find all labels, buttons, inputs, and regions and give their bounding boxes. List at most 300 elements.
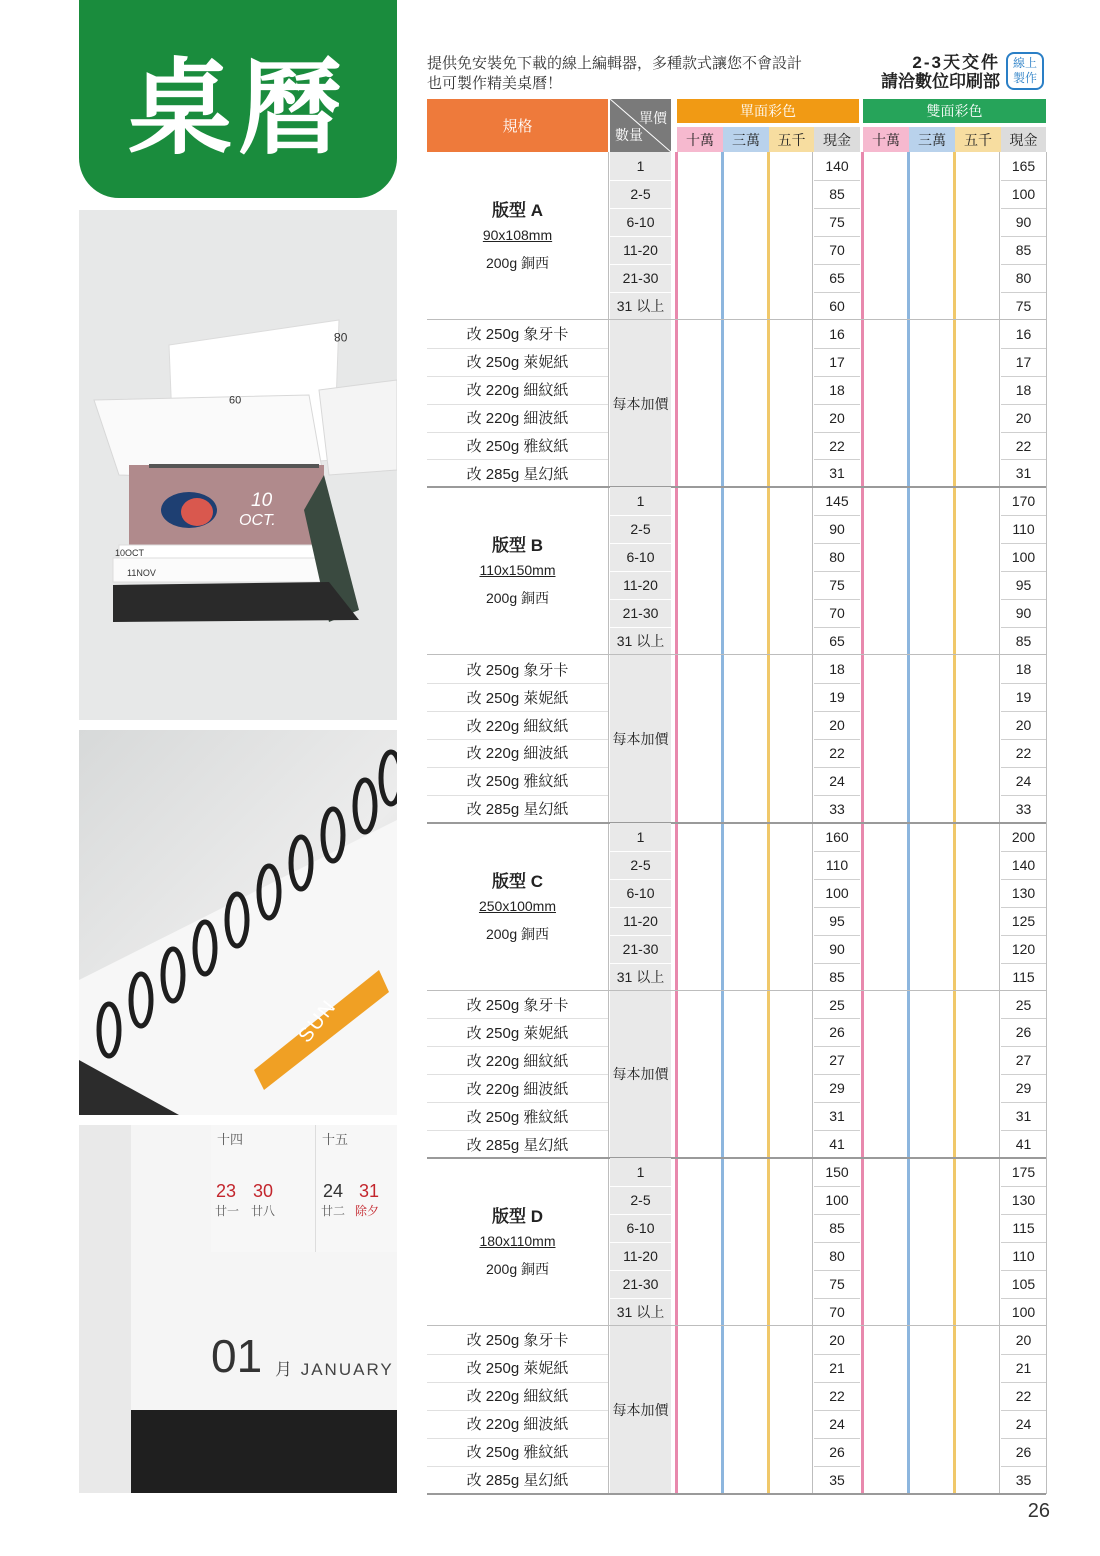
d-line-3-1 — [1001, 1186, 1046, 1187]
double-cash-0-2: 90 — [1015, 213, 1032, 230]
qty-3-4: 21-30 — [622, 1276, 659, 1292]
paper-single-2-2: 27 — [829, 1052, 845, 1069]
spec-block-3 — [427, 1202, 608, 1279]
ps-line-0-5 — [814, 459, 860, 460]
spec-paper: 200g 銅西 — [485, 1261, 550, 1278]
ps-line-1-4 — [814, 767, 860, 768]
paper-row-line-0-4 — [427, 432, 608, 433]
paper-double-1-1: 19 — [1015, 689, 1032, 706]
qty-line-3-5 — [610, 1298, 671, 1299]
qty-line-1-5 — [610, 627, 671, 628]
paper-double-0-4: 22 — [1015, 437, 1032, 454]
date-24: 24 — [323, 1181, 344, 1201]
paper-single-0-3: 20 — [829, 409, 845, 426]
date-23: 23 — [216, 1181, 237, 1201]
day-14-label: 十四 — [217, 1132, 244, 1147]
paper-double-2-4: 31 — [1015, 1108, 1032, 1125]
subheader-col-7: 現金 — [1001, 127, 1046, 152]
unit-price-label: 單價 — [639, 110, 667, 126]
double-cash-3-5: 100 — [1011, 1303, 1036, 1320]
spec-name-label: 版型 B — [492, 536, 543, 556]
single-cash-2-0: 160 — [825, 828, 849, 845]
date-30: 30 — [253, 1181, 274, 1201]
paper-row-line-3-5 — [427, 1466, 608, 1467]
qty-3-5: 31 以上 — [616, 1303, 665, 1320]
paper-single-2-4: 31 — [829, 1108, 845, 1125]
single-cash-1-1: 90 — [829, 521, 845, 538]
ps-line-0-1 — [814, 348, 860, 349]
qty-3-2: 6-10 — [626, 1220, 655, 1237]
delivery-note — [850, 53, 1000, 91]
block-sep-2 — [427, 1157, 1046, 1159]
ps-line-1-1 — [814, 683, 860, 684]
single-cash-3-3: 80 — [829, 1248, 845, 1265]
d-line-0-2 — [1001, 208, 1046, 209]
qty-line-0-5 — [610, 292, 671, 293]
paper-option-3-2: 改 220g 細紋紙 — [466, 1388, 569, 1406]
single-cash-1-5: 65 — [829, 633, 845, 650]
qty-3-1: 2-5 — [630, 1192, 651, 1209]
qty-0-3: 11-20 — [623, 241, 658, 258]
paper-row-line-2-2 — [427, 1046, 608, 1047]
paper-option-0-4: 改 250g 雅紋紙 — [466, 438, 569, 455]
single-cash-0-0: 140 — [825, 158, 849, 174]
qty-2-2: 6-10 — [626, 884, 655, 901]
d-line-2-4 — [1001, 935, 1046, 936]
qty-0-1: 2-5 — [630, 185, 651, 202]
ps-line-1-2 — [814, 711, 860, 712]
d-line-1-5 — [1001, 627, 1046, 628]
qty-3-3: 11-20 — [623, 1248, 658, 1265]
photo-shadow — [79, 1125, 131, 1493]
ps-line-2-5 — [814, 1130, 860, 1131]
paper-row-line-3-2 — [427, 1382, 608, 1383]
paper-double-3-3: 24 — [1015, 1415, 1032, 1432]
paper-row-line-0-2 — [427, 376, 608, 377]
spec-name-label: 版型 A — [492, 201, 543, 220]
ps-line-3-3 — [814, 1410, 860, 1411]
s-line-3-5 — [814, 1298, 860, 1299]
qty-header — [610, 99, 671, 152]
pd-line-1-4 — [1001, 767, 1046, 768]
extra-price-label-1: 每本加價 — [612, 730, 669, 747]
s-line-3-3 — [814, 1242, 860, 1243]
s-line-1-2 — [814, 543, 860, 544]
paper-single-1-4: 24 — [829, 772, 845, 789]
qty-line-0-3 — [610, 236, 671, 237]
pd-line-3-1 — [1001, 1354, 1046, 1355]
qty-line-2-1 — [610, 851, 671, 852]
lunar-28: 廿八 — [251, 1204, 276, 1218]
ps-line-3-5 — [814, 1466, 860, 1467]
desk-calendar-illustration — [79, 210, 397, 720]
d-line-1-2 — [1001, 543, 1046, 544]
day-15-label: 十五 — [322, 1132, 349, 1147]
paper-double-1-0: 18 — [1015, 661, 1032, 678]
double-cash-1-4: 90 — [1015, 605, 1032, 622]
spec-block-2 — [427, 867, 608, 944]
double-cash-3-1: 130 — [1011, 1192, 1036, 1209]
pd-line-2-1 — [1001, 1018, 1046, 1019]
double-cash-1-5: 85 — [1015, 633, 1032, 650]
ps-line-0-2 — [814, 376, 860, 377]
d-line-1-1 — [1001, 515, 1046, 516]
qty-line-1-1 — [610, 515, 671, 516]
pd-line-3-2 — [1001, 1382, 1046, 1383]
desk-calendar-photo — [79, 210, 397, 720]
pd-line-3-4 — [1001, 1438, 1046, 1439]
d-line-3-4 — [1001, 1270, 1046, 1271]
single-cash-0-1: 85 — [829, 185, 845, 202]
pd-line-1-1 — [1001, 683, 1046, 684]
paper-single-0-0: 16 — [829, 325, 845, 342]
s-line-0-1 — [814, 180, 860, 181]
ps-line-0-4 — [814, 432, 860, 433]
s-line-2-3 — [814, 907, 860, 908]
qty-line-0-2 — [610, 208, 671, 209]
lunar-22: 廿二 — [321, 1204, 346, 1218]
single-cash-2-3: 95 — [829, 912, 845, 929]
subheader-col-4: 十萬 — [863, 127, 909, 152]
double-cash-3-0: 175 — [1011, 1164, 1036, 1181]
single-cash-3-4: 75 — [829, 1276, 845, 1292]
paper-double-2-2: 27 — [1015, 1052, 1032, 1069]
single-cash-3-2: 85 — [829, 1220, 845, 1237]
paper-double-0-2: 18 — [1015, 381, 1032, 398]
qty-2-5: 31 以上 — [616, 968, 665, 985]
paper-single-3-5: 35 — [829, 1471, 845, 1488]
paper-row-line-1-4 — [427, 767, 608, 768]
double-cash-2-5: 115 — [1012, 968, 1035, 985]
paper-double-2-0: 25 — [1015, 996, 1032, 1013]
qty-line-2-5 — [610, 963, 671, 964]
spec-paper: 200g 銅西 — [485, 255, 550, 271]
single-side-header: 單面彩色 — [677, 99, 859, 123]
paper-row-line-3-3 — [427, 1410, 608, 1411]
d-line-1-3 — [1001, 571, 1046, 572]
paper-option-1-2: 改 220g 細紋紙 — [466, 717, 569, 735]
pd-line-3-5 — [1001, 1466, 1046, 1467]
paper-row-line-2-5 — [427, 1130, 608, 1131]
spec-size: 250x100mm — [478, 897, 557, 914]
s-line-2-4 — [814, 935, 860, 936]
cal-month-en: OCT. — [239, 512, 276, 529]
paper-single-3-3: 24 — [829, 1415, 845, 1432]
double-cash-0-5: 75 — [1015, 297, 1032, 314]
double-cash-0-0: 165 — [1011, 158, 1036, 174]
pd-line-2-5 — [1001, 1130, 1046, 1131]
extra-price-label-2: 每本加價 — [612, 1066, 669, 1083]
cal-month-number: 10 — [251, 490, 273, 511]
paper-option-3-4: 改 250g 雅紋紙 — [466, 1444, 569, 1462]
month-label: 月 JANUARY — [275, 1360, 394, 1379]
qty-1-1: 2-5 — [630, 521, 651, 538]
pd-line-0-3 — [1001, 404, 1046, 405]
paper-option-2-4: 改 250g 雅紋紙 — [466, 1108, 569, 1126]
pd-line-0-2 — [1001, 376, 1046, 377]
qty-0-0: 1 — [636, 158, 645, 174]
double-side-header: 雙面彩色 — [863, 99, 1046, 123]
ps-line-2-1 — [814, 1018, 860, 1019]
double-cash-3-2: 115 — [1012, 1220, 1035, 1237]
qty-0-2: 6-10 — [626, 213, 655, 230]
paper-double-1-2: 20 — [1015, 717, 1032, 733]
paper-single-1-0: 18 — [829, 661, 845, 678]
qty-line-2-3 — [610, 907, 671, 908]
cal-top-label: 08 — [334, 330, 348, 344]
paper-option-0-2: 改 220g 細紋紙 — [466, 382, 569, 400]
single-cash-2-1: 110 — [825, 856, 849, 873]
single-cash-0-4: 65 — [829, 269, 845, 286]
single-cash-1-2: 80 — [829, 549, 845, 566]
qty-1-3: 11-20 — [623, 577, 658, 594]
qty-1-0: 1 — [636, 493, 645, 510]
s-line-3-1 — [814, 1186, 860, 1187]
paper-double-0-1: 17 — [1015, 353, 1032, 370]
paper-single-0-4: 22 — [829, 437, 845, 454]
double-cash-3-4: 105 — [1011, 1276, 1036, 1292]
ps-line-2-4 — [814, 1102, 860, 1103]
paper-single-3-4: 26 — [829, 1443, 845, 1460]
qty-3-0: 1 — [636, 1164, 645, 1181]
paper-double-0-0: 16 — [1015, 325, 1032, 342]
paper-row-line-0-1 — [427, 348, 608, 349]
qty-line-3-4 — [610, 1270, 671, 1271]
paper-row-line-0-5 — [427, 459, 608, 460]
qty-line-0-4 — [610, 264, 671, 265]
s-line-3-4 — [814, 1270, 860, 1271]
d-line-2-3 — [1001, 907, 1046, 908]
double-cash-2-2: 130 — [1011, 884, 1036, 901]
d-line-3-5 — [1001, 1298, 1046, 1299]
qty-line-2-2 — [610, 879, 671, 880]
spec-paper: 200g 銅西 — [485, 590, 550, 607]
d-line-0-4 — [1001, 264, 1046, 265]
paper-row-line-2-3 — [427, 1074, 608, 1075]
paper-double-3-0: 20 — [1015, 1331, 1032, 1348]
double-cash-0-3: 85 — [1015, 241, 1032, 258]
ps-line-1-3 — [814, 739, 860, 740]
paper-double-1-3: 22 — [1015, 744, 1032, 761]
s-line-2-2 — [814, 879, 860, 880]
paper-option-2-5: 改 285g 星幻紙 — [466, 1136, 569, 1154]
paper-option-0-5: 改 285g 星幻紙 — [466, 465, 569, 483]
pd-line-1-5 — [1001, 795, 1046, 796]
paper-single-0-1: 17 — [829, 353, 845, 370]
paper-option-0-0: 改 250g 象牙卡 — [466, 326, 569, 344]
d-line-0-3 — [1001, 236, 1046, 237]
qty-line-0-1 — [610, 180, 671, 181]
paper-single-3-2: 22 — [829, 1387, 845, 1404]
ring-day-label: SUN — [294, 995, 342, 1047]
qty-line-2-4 — [610, 935, 671, 936]
paper-double-2-5: 41 — [1015, 1136, 1032, 1153]
paper-option-3-5: 改 285g 星幻紙 — [466, 1472, 569, 1490]
double-cash-2-4: 120 — [1011, 940, 1036, 957]
paper-option-2-2: 改 220g 細紋紙 — [466, 1052, 569, 1070]
pd-line-1-3 — [1001, 739, 1046, 740]
single-cash-3-5: 70 — [829, 1303, 845, 1320]
single-cash-2-4: 90 — [829, 940, 845, 957]
date-31: 31 — [359, 1181, 380, 1201]
d-line-1-4 — [1001, 599, 1046, 600]
d-line-2-5 — [1001, 963, 1046, 964]
double-cash-2-1: 140 — [1011, 856, 1036, 873]
paper-single-0-2: 18 — [829, 381, 845, 398]
paper-row-line-2-4 — [427, 1102, 608, 1103]
single-cash-1-3: 75 — [829, 577, 845, 594]
s-line-1-1 — [814, 515, 860, 516]
paper-single-2-3: 29 — [829, 1080, 845, 1097]
qty-line-1-4 — [610, 599, 671, 600]
paper-double-0-5: 31 — [1015, 465, 1032, 482]
month-number: 01 — [211, 1330, 263, 1382]
qty-2-4: 21-30 — [622, 940, 659, 957]
paper-single-2-1: 26 — [829, 1024, 845, 1041]
ps-line-3-4 — [814, 1438, 860, 1439]
paper-single-1-3: 22 — [829, 744, 845, 761]
paper-option-3-1: 改 250g 萊妮紙 — [466, 1360, 569, 1378]
double-cash-2-3: 125 — [1011, 912, 1036, 929]
double-cash-1-1: 110 — [1012, 521, 1035, 538]
paper-option-1-4: 改 250g 雅紋紙 — [466, 773, 569, 791]
spec-header: 規格 — [427, 99, 608, 152]
block-sep-0 — [427, 486, 1046, 488]
ps-line-2-2 — [814, 1046, 860, 1047]
single-cash-0-5: 60 — [829, 297, 845, 314]
spec-name-label: 版型 C — [492, 871, 543, 891]
paper-single-1-1: 19 — [829, 689, 845, 706]
single-cash-0-2: 75 — [829, 213, 845, 230]
delivery-contact: 請洽數位印刷部 — [881, 72, 1000, 91]
paper-double-3-5: 35 — [1015, 1471, 1032, 1488]
spec-block-1 — [427, 531, 608, 608]
paper-option-1-1: 改 250g 萊妮紙 — [466, 689, 569, 707]
d-line-2-2 — [1001, 879, 1046, 880]
paper-single-0-5: 31 — [829, 465, 845, 482]
single-cash-0-3: 70 — [829, 241, 845, 258]
cal-small-label-2: 11NOV — [127, 568, 156, 578]
column-line-end — [1046, 152, 1047, 1494]
qty-line-3-1 — [610, 1186, 671, 1187]
paper-row-line-3-1 — [427, 1354, 608, 1355]
paper-double-2-1: 26 — [1015, 1024, 1032, 1041]
paper-row-line-2-1 — [427, 1018, 608, 1019]
ring-binding-photo — [79, 730, 397, 1115]
paper-option-1-3: 改 220g 細波紙 — [466, 745, 569, 763]
qty-2-0: 1 — [636, 828, 645, 845]
quantity-label: 數量 — [615, 127, 643, 143]
paper-double-0-3: 20 — [1015, 409, 1032, 426]
d-line-3-2 — [1001, 1214, 1046, 1215]
paper-row-line-1-3 — [427, 739, 608, 740]
spec-block-0 — [427, 196, 608, 273]
spec-size: 90x108mm — [482, 227, 553, 243]
qty-2-3: 11-20 — [623, 912, 658, 929]
pd-line-0-1 — [1001, 348, 1046, 349]
subheader-col-0: 十萬 — [677, 127, 723, 152]
qty-line-3-2 — [610, 1214, 671, 1215]
single-cash-1-0: 145 — [825, 493, 849, 510]
paper-double-1-4: 24 — [1015, 772, 1032, 789]
paper-row-line-1-2 — [427, 711, 608, 712]
qty-line-1-3 — [610, 571, 671, 572]
d-line-3-3 — [1001, 1242, 1046, 1243]
paper-single-2-5: 41 — [829, 1136, 845, 1153]
pd-line-0-4 — [1001, 432, 1046, 433]
paper-option-2-1: 改 250g 萊妮紙 — [466, 1024, 569, 1042]
delivery-days: 2-3天交件 — [912, 53, 1000, 72]
paper-option-1-0: 改 250g 象牙卡 — [466, 661, 569, 679]
double-cash-1-0: 170 — [1011, 493, 1036, 510]
paper-single-3-0: 20 — [829, 1331, 845, 1348]
s-line-0-2 — [814, 208, 860, 209]
spec-paper: 200g 銅西 — [485, 925, 550, 942]
cal-mid-label: 09 — [229, 393, 242, 405]
paper-option-2-3: 改 220g 細波紙 — [466, 1080, 569, 1098]
double-cash-0-4: 80 — [1015, 269, 1032, 286]
paper-double-2-3: 29 — [1015, 1080, 1032, 1097]
pd-line-2-2 — [1001, 1046, 1046, 1047]
paper-option-0-3: 改 220g 細波紙 — [466, 410, 569, 428]
paper-double-1-5: 33 — [1015, 800, 1032, 817]
paper-row-line-3-4 — [427, 1438, 608, 1439]
subheader-col-1: 三萬 — [723, 127, 769, 152]
qty-0-5: 31 以上 — [616, 297, 665, 314]
page-title: 桌曆 — [79, 0, 397, 198]
paper-option-3-3: 改 220g 細波紙 — [466, 1416, 569, 1434]
qty-line-1-2 — [610, 543, 671, 544]
block-sep-1 — [427, 822, 1046, 824]
double-cash-3-3: 110 — [1012, 1248, 1035, 1265]
s-line-0-4 — [814, 264, 860, 265]
single-cash-3-1: 100 — [825, 1192, 849, 1209]
ps-line-3-1 — [814, 1354, 860, 1355]
paper-single-1-2: 20 — [829, 717, 845, 733]
s-line-2-5 — [814, 963, 860, 964]
d-line-0-5 — [1001, 292, 1046, 293]
single-cash-2-5: 85 — [829, 968, 845, 985]
paper-option-3-0: 改 250g 象牙卡 — [466, 1332, 569, 1350]
qty-2-1: 2-5 — [630, 856, 651, 873]
paper-single-2-0: 25 — [829, 996, 845, 1013]
extra-price-label-0: 每本加價 — [612, 395, 669, 412]
double-cash-1-2: 100 — [1011, 549, 1036, 566]
intro-text: 提供免安裝免下載的線上編輯器，多種款式讓您不會設計也可製作精美桌曆！ — [427, 55, 803, 92]
subheader-col-3: 現金 — [814, 127, 860, 152]
qty-1-2: 6-10 — [626, 549, 655, 566]
paper-row-line-1-1 — [427, 683, 608, 684]
paper-single-3-1: 21 — [829, 1359, 845, 1376]
s-line-0-3 — [814, 236, 860, 237]
s-line-0-5 — [814, 292, 860, 293]
page-number: 26 — [1027, 1500, 1050, 1522]
d-line-2-1 — [1001, 851, 1046, 852]
lunar-21: 廿一 — [215, 1204, 240, 1218]
badge-line-2: 製作 — [1012, 71, 1037, 85]
online-editor-badge[interactable] — [1006, 52, 1044, 90]
calendar-page-photo — [79, 1125, 397, 1493]
ps-line-2-3 — [814, 1074, 860, 1075]
single-cash-2-2: 100 — [825, 884, 849, 901]
paper-single-1-5: 33 — [829, 800, 845, 817]
d-line-0-1 — [1001, 180, 1046, 181]
lunar-eve: 除夕 — [355, 1204, 380, 1218]
paper-double-3-2: 22 — [1015, 1387, 1032, 1404]
subheader-col-5: 三萬 — [909, 127, 955, 152]
paper-row-line-1-5 — [427, 795, 608, 796]
cal-small-label-1: 10OCT — [115, 548, 145, 558]
